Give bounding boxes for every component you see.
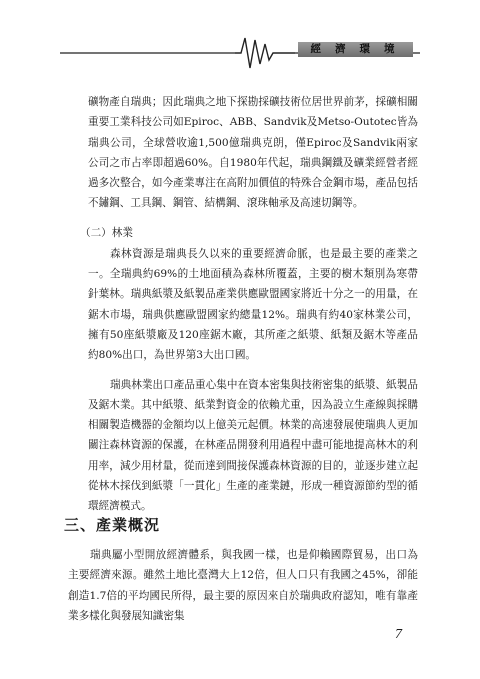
industry-overview-heading: 三、產業概況 bbox=[64, 516, 161, 534]
industry-overview-paragraph: 瑞典屬小型開放經濟體系，與我國一樣，也是仰賴國際貿易，出口為主要經濟來源。雖然土地比臺灣大上12倍，但人口只有我國之45%，卻能創造1.7倍的平均國民所得，最主要的原因來自於瑞典政府認知，唯有靠產業多樣化與發展知識密集 bbox=[68, 549, 418, 622]
forestry-paragraph-1: 森林資源是瑞典長久以來的重要經濟命脈，也是最主要的產業之一。全瑞典約69%的土地面積為森林所覆蓋，主要的樹木類別為寒帶針葉林。瑞典紙漿及紙製品產業供應歐盟國家將近十分之一的用量，在鋸木市場，瑞典供應歐盟國家約總量12%。瑞典有約40家林業公司，擁有50座紙漿廠及120座鋸木廠，其所產之紙漿、紙類及鋸木等產品約80%出口，為世界第3大出口國。 bbox=[88, 247, 418, 362]
industry-overview-content bbox=[68, 545, 418, 626]
forestry-heading: （二）林業 bbox=[80, 226, 133, 239]
main-content bbox=[80, 92, 418, 517]
mining-paragraph: 礦物產自瑞典；因此瑞典之地下探勘採礦技術位居世界前茅，採礦相關重要工業科技公司如Epiroc、ABB、Sandvik及Metso-Outotec皆為瑞典公司，全球營收逾1,500億瑞典克朗，僅Epiroc及Sandvik兩家公司之市占率即超過60%。自1980年代起，瑞典鋼鐵及礦業經營者經過多次整合，如今產業專注在高附加價值的特殊合金鋼市場，產品包括不鏽鋼、工具鋼、鋼管、結構鋼、滾珠軸承及高速切鋼等。 bbox=[88, 96, 418, 210]
page-number: 7 bbox=[395, 627, 402, 642]
forestry-paragraph-2: 瑞典林業出口產品重心集中在資本密集與技術密集的紙漿、紙製品及鋸木業。其中紙漿、紙業對資金的依賴尤重，因為設立生產線與採購相關製造機器的金額均以上億美元起價。林業的高速發展使瑞典人更加關注森林資源的保護，在林產品開發利用過程中盡可能地提高林木的利用率，減少用材量，從而達到間接保護森林資源的目的，並逐步建立起從林木採伐到紙漿「一貫化」生產的產業鏈，形成一種資源節約型的循環經濟模式。 bbox=[88, 378, 418, 513]
section-label: 經濟環境 bbox=[298, 42, 413, 57]
